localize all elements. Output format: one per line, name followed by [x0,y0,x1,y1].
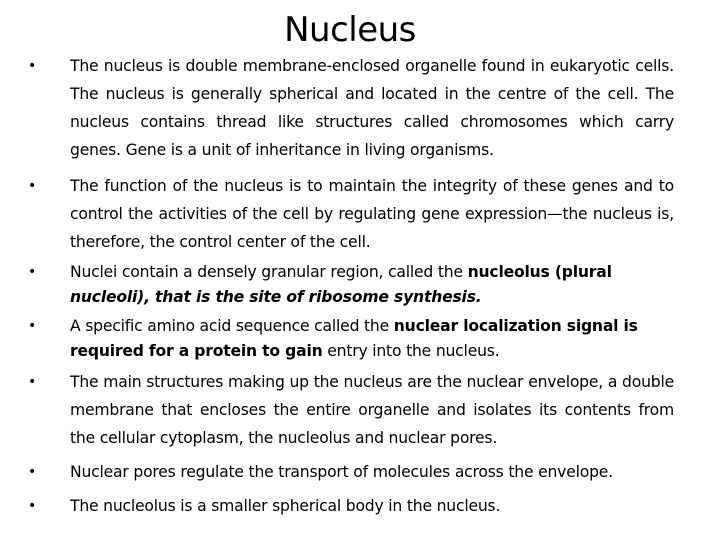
bullet-text [70,314,674,364]
bullet-text-bold: nuclear localization signal is required for a protein to gain [70,317,638,360]
bullet-text: The nucleus is double membrane-enclosed organelle found in eukaryotic cells. The nucleus is generally spherical and located in the centre of the cell. The nucleus contains thread like structures called chromosomes which carry genes. Gene is a unit of inheritance in living organisms. [70,57,674,159]
bullet-text-bold: nucleolus (plural [467,263,612,281]
bullet-dot-icon: • [28,374,37,390]
bullet-item [24,492,674,520]
bullet-dot-icon: • [28,318,37,334]
bullet-dot-icon: • [28,264,37,280]
bullet-dot-icon: • [28,464,37,480]
bullet-text-plain: Nuclei contain a densely granular region, called the [70,263,468,281]
bullet-item [24,314,674,364]
bullet-dot-icon: • [28,178,37,194]
bullet-text: The function of the nucleus is to maintain the integrity of these genes and to control the activities of the cell by regulating gene expression—the nucleus is, therefore, the control center of the cell. [70,177,674,251]
slide-title: Nucleus [284,10,416,50]
bullet-text: The main structures making up the nucleus are the nuclear envelope, a double membrane that encloses the entire organelle and isolates its contents from the cellular cytoplasm, the nucleolus and nuclear pores. [70,373,674,447]
bullet-text-plain: A specific amino acid sequence called the [70,317,394,335]
bullet-item [24,368,674,452]
bullet-item [24,172,674,256]
bullet-text: The nucleolus is a smaller spherical body in the nucleus. [70,497,501,515]
bullet-dot-icon: • [28,498,37,514]
bullet-item [24,458,674,486]
bullet-item [24,260,674,310]
bullet-item [24,52,674,164]
bullet-text-plain: entry into the nucleus. [322,342,500,360]
bullet-text [70,260,674,310]
bullet-text: Nuclear pores regulate the transport of molecules across the envelope. [70,463,613,481]
bullet-dot-icon: • [28,58,37,74]
bullet-text-bold-italic: nucleoli), that is the site of ribosome synthesis. [70,288,482,306]
